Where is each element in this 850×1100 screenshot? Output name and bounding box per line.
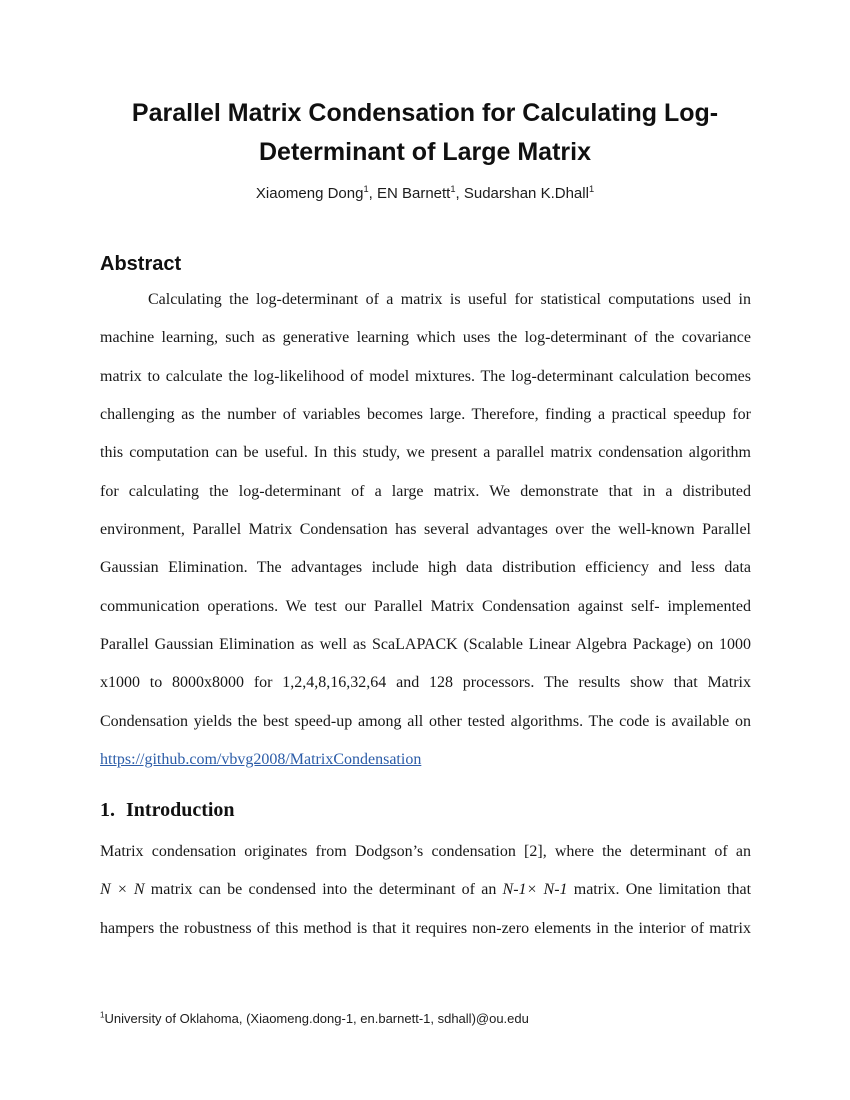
authors-line [0, 183, 850, 205]
introduction-text: matrix can be condensed into the determinant of an [144, 881, 503, 899]
abstract-line: machine learning, such as generative learning which uses the log-determinant of the covariance [100, 329, 751, 347]
introduction-line: hampers the robustness of this method is that it requires non-zero elements in the interior of matrix [100, 919, 751, 937]
abstract-heading: Abstract [100, 253, 182, 275]
abstract-line: communication operations. We test our Parallel Matrix Condensation against self- implemented [100, 597, 751, 615]
abstract-line: Parallel Gaussian Elimination as well as ScaLAPACK (Scalable Linear Algebra Package) on 1000 [100, 636, 751, 654]
introduction-line [100, 871, 751, 909]
abstract-line: environment, Parallel Matrix Condensation has several advantages over the well-known Parallel [100, 521, 751, 539]
author-name-1: Xiaomeng Dong [255, 185, 364, 202]
abstract-line: Gaussian Elimination. The advantages include high data distribution efficiency and less data [100, 559, 751, 577]
abstract-link-line [100, 741, 751, 779]
section-number: 1. [100, 799, 115, 821]
footnote-superscript: 1 [100, 1010, 105, 1020]
paper-title-line-2: Determinant of Large Matrix [258, 138, 591, 166]
author-affiliation-superscript: 1 [450, 184, 456, 194]
abstract-line: Condensation yields the best speed-up among all other tested algorithms. The code is available on [100, 712, 751, 730]
introduction-text: matrix. One limitation that [567, 881, 752, 899]
abstract-line: Calculating the log-determinant of a matrix is useful for statistical computations used in [148, 291, 751, 308]
paper-title-line-1: Parallel Matrix Condensation for Calculating Log- [131, 99, 719, 127]
introduction-line: Matrix condensation originates from Dodgson’s condensation [2], where the determinant of an [100, 843, 751, 860]
author-name-2: , EN Barnett [368, 185, 451, 202]
author-affiliation-superscript: 1 [588, 184, 595, 194]
abstract-line: for calculating the log-determinant of a large matrix. We demonstrate that in a distributed [100, 482, 751, 500]
github-link[interactable]: https://github.com/vbvg2008/MatrixCondensation [100, 751, 422, 769]
math-expression: N × N [100, 881, 145, 899]
abstract-paragraph [100, 281, 751, 779]
introduction-heading [100, 795, 235, 825]
abstract-line: x1000 to 8000x8000 for 1,2,4,8,16,32,64 and 128 processors. The results show that Matrix [100, 674, 751, 692]
paper-title [0, 94, 850, 172]
author-affiliation-superscript: 1 [363, 184, 369, 194]
abstract-line: this computation can be useful. In this study, we present a parallel matrix condensation algorithm [100, 444, 751, 462]
footnote [100, 1009, 751, 1028]
author-name-3: , Sudarshan K.Dhall [455, 185, 589, 202]
abstract-line: challenging as the number of variables becomes large. Therefore, finding a practical speedup for [100, 406, 751, 424]
math-expression: N-1× N-1 [502, 881, 568, 899]
abstract-line: matrix to calculate the log-likelihood of model mixtures. The log-determinant calculation becomes [100, 367, 751, 385]
footnote-text: University of Oklahoma, (Xiaomeng.dong-1, en.barnett-1, sdhall)@ou.edu [104, 1011, 529, 1026]
section-title: Introduction [126, 799, 235, 821]
introduction-paragraph [100, 833, 751, 948]
